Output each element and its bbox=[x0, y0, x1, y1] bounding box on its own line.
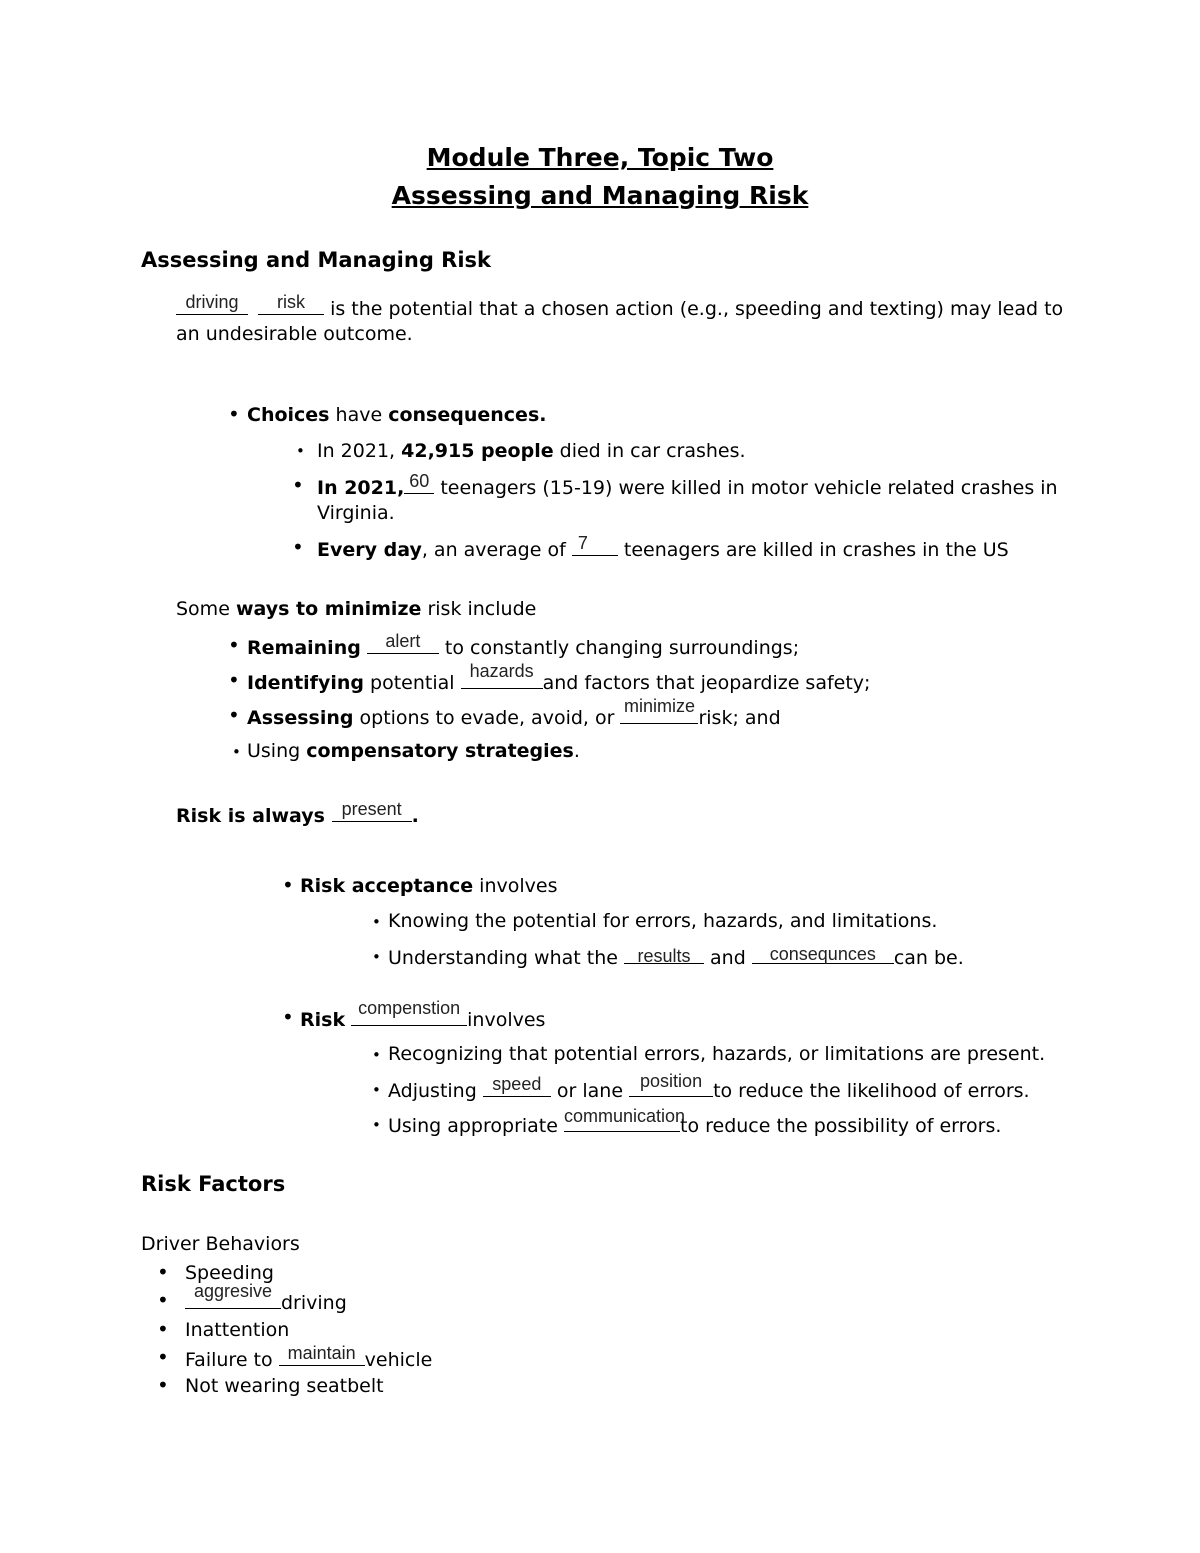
blank-60: 60 bbox=[404, 475, 434, 494]
definition-line-2: an undesirable outcome. bbox=[176, 323, 413, 345]
bullet-icon: • bbox=[157, 1373, 169, 1397]
bullet-icon: • bbox=[228, 703, 240, 727]
blank-alert: alert bbox=[367, 635, 439, 654]
title-line-1: Module Three, Topic Two bbox=[426, 143, 774, 172]
bullet-icon: • bbox=[372, 1116, 381, 1134]
risk-always-line: Risk is always present . bbox=[176, 799, 419, 827]
stat-line-1: In 2021, 42,915 people died in car crashes. bbox=[317, 440, 746, 462]
stat-line-2-cont: Virginia. bbox=[317, 502, 395, 524]
blank-communication: communication bbox=[564, 1113, 680, 1132]
blank-minimize: minimize bbox=[620, 705, 698, 724]
acceptance-item-2: Understanding what the results and consequnces can be. bbox=[388, 944, 964, 969]
bullet-icon: • bbox=[282, 873, 294, 897]
bullet-icon: • bbox=[292, 535, 304, 559]
bullet-icon: • bbox=[372, 1046, 381, 1064]
behavior-item-4: Failure to maintain vehicle bbox=[185, 1343, 433, 1371]
bullet-icon: • bbox=[372, 1081, 381, 1099]
bullet-icon: • bbox=[157, 1345, 169, 1369]
blank-results: results bbox=[624, 945, 704, 964]
behavior-item-1: Speeding bbox=[185, 1262, 274, 1284]
stat-line-3: Every day, an average of 7 teenagers are killed in crashes in the US bbox=[317, 533, 1009, 561]
blank-position: position bbox=[629, 1078, 713, 1097]
compensation-item-1: Recognizing that potential errors, hazards, or limitations are present. bbox=[388, 1043, 1046, 1065]
way-line-2: Identifying potential hazards and factors that jeopardize safety; bbox=[247, 661, 871, 694]
stat-line-2: In 2021, 60 teenagers (15-19) were killed in motor vehicle related crashes in bbox=[317, 471, 1058, 499]
blank-risk: risk bbox=[258, 296, 324, 315]
compensation-item-3: Using appropriate communication to reduce the possibility of errors. bbox=[388, 1106, 1002, 1137]
bullet-icon: • bbox=[228, 633, 240, 657]
blank-7: 7 bbox=[572, 537, 618, 556]
risk-compensation-line: Risk compenstion involves bbox=[300, 998, 546, 1031]
blank-hazards: hazards bbox=[461, 670, 543, 689]
definition-line-1: driving risk is the potential that a chosen action (e.g., speeding and texting) may lead to bbox=[176, 296, 1063, 320]
blank-aggressive: aggresive bbox=[185, 1290, 281, 1309]
choices-line: Choices have consequences. bbox=[247, 404, 547, 426]
behavior-item-3: Inattention bbox=[185, 1319, 290, 1341]
blank-consequences: consequnces bbox=[752, 945, 894, 964]
behavior-item-2: aggresive driving bbox=[185, 1290, 347, 1314]
blank-compensation: compenstion bbox=[351, 1007, 467, 1026]
bullet-icon: • bbox=[372, 948, 381, 966]
bullet-icon: • bbox=[296, 442, 305, 460]
bullet-icon: • bbox=[232, 743, 241, 761]
way-line-4: Using compensatory strategies. bbox=[247, 740, 580, 762]
risk-acceptance-line: Risk acceptance involves bbox=[300, 875, 558, 897]
bullet-icon: • bbox=[372, 913, 381, 931]
section-heading-assessing: Assessing and Managing Risk bbox=[141, 248, 491, 272]
way-line-1: Remaining alert to constantly changing surroundings; bbox=[247, 631, 800, 659]
bullet-icon: • bbox=[282, 1005, 294, 1029]
compensation-item-2: Adjusting speed or lane position to reduce the likelihood of errors. bbox=[388, 1071, 1030, 1102]
behavior-item-5: Not wearing seatbelt bbox=[185, 1375, 384, 1397]
way-line-3: Assessing options to evade, avoid, or minimize risk; and bbox=[247, 696, 781, 729]
section-heading-risk-factors: Risk Factors bbox=[141, 1172, 286, 1196]
blank-maintain: maintain bbox=[279, 1347, 365, 1366]
bullet-icon: • bbox=[157, 1317, 169, 1341]
bullet-icon: • bbox=[157, 1288, 169, 1312]
bullet-icon: • bbox=[292, 473, 304, 497]
ways-intro: Some ways to minimize risk include bbox=[176, 598, 537, 620]
acceptance-item-1: Knowing the potential for errors, hazards, and limitations. bbox=[388, 910, 938, 932]
blank-driving: driving bbox=[176, 296, 248, 315]
blank-speed: speed bbox=[483, 1078, 551, 1097]
bullet-icon: • bbox=[228, 668, 240, 692]
bullet-icon: • bbox=[228, 402, 240, 426]
driver-behaviors-heading: Driver Behaviors bbox=[141, 1233, 300, 1255]
title-line-2: Assessing and Managing Risk bbox=[391, 181, 809, 210]
blank-present: present bbox=[332, 803, 412, 822]
bullet-icon: • bbox=[157, 1260, 169, 1284]
